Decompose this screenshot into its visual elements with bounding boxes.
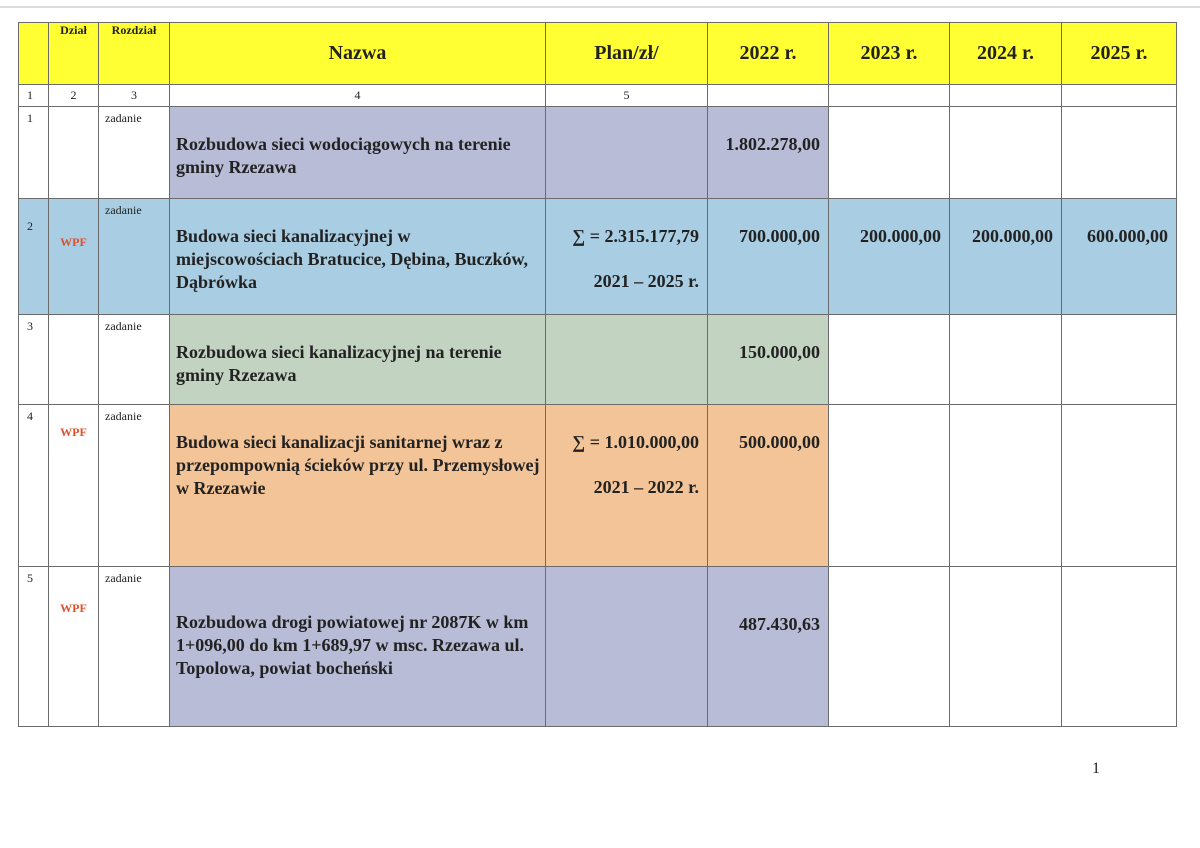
page-number: 1 (1092, 760, 1100, 777)
rozdzial-cell: zadanie (99, 107, 170, 199)
column-number: 5 (546, 85, 708, 107)
plan-cell (546, 315, 708, 405)
amount-2022: 1.802.278,00 (708, 107, 829, 199)
rozdzial-cell: zadanie (99, 567, 170, 727)
table-row (19, 405, 1177, 567)
amount-2023 (829, 405, 950, 567)
dzial-cell (49, 315, 99, 405)
task-name: Rozbudowa sieci kanalizacyjnej na terenie gminy Rzezawa (170, 315, 546, 405)
investment-plan-table (18, 22, 1177, 727)
plan-cell (546, 567, 708, 727)
dzial-cell (49, 567, 99, 727)
amount-2025 (1062, 567, 1177, 727)
amount-2022: 700.000,00 (708, 199, 829, 315)
amount-2024 (950, 567, 1062, 727)
plan-years: 2021 – 2025 r. (593, 271, 699, 291)
column-number: 2 (49, 85, 99, 107)
column-number-empty (950, 85, 1062, 107)
amount-2025: 600.000,00 (1062, 199, 1177, 315)
column-number: 3 (99, 85, 170, 107)
task-name: Rozbudowa sieci wodociągowych na terenie gminy Rzezawa (170, 107, 546, 199)
table-row (19, 315, 1177, 405)
amount-2024 (950, 315, 1062, 405)
column-number-empty (829, 85, 950, 107)
header-plan: Plan/zł/ (546, 23, 708, 85)
wpf-label: WPF (60, 425, 87, 439)
header-2023: 2023 r. (829, 23, 950, 85)
row-number: 3 (19, 315, 49, 405)
column-number-row (19, 85, 1177, 107)
plan-sum: ∑ = 2.315.177,79 (572, 226, 699, 246)
rozdzial-cell: zadanie (99, 405, 170, 567)
wpf-label: WPF (60, 601, 87, 615)
amount-2023 (829, 107, 950, 199)
header-dzial: Dział (49, 23, 99, 85)
amount-2025 (1062, 107, 1177, 199)
header-lp (19, 23, 49, 85)
row-number: 2 (19, 199, 49, 315)
task-name: Rozbudowa drogi powiatowej nr 2087K w km 1+096,00 do km 1+689,97 w msc. Rzezawa ul. Topolowa, powiat bocheński (170, 567, 546, 727)
amount-2024: 200.000,00 (950, 199, 1062, 315)
amount-2023: 200.000,00 (829, 199, 950, 315)
column-number-empty (708, 85, 829, 107)
row-number: 4 (19, 405, 49, 567)
table-row (19, 199, 1177, 315)
wpf-label: WPF (60, 235, 87, 249)
header-2022: 2022 r. (708, 23, 829, 85)
amount-2022: 500.000,00 (708, 405, 829, 567)
column-number: 1 (19, 85, 49, 107)
amount-2024 (950, 107, 1062, 199)
rozdzial-cell: zadanie (99, 199, 170, 315)
rozdzial-cell: zadanie (99, 315, 170, 405)
amount-2025 (1062, 405, 1177, 567)
header-rozdzial: Rozdział (99, 23, 170, 85)
column-number: 4 (170, 85, 546, 107)
amount-2022: 150.000,00 (708, 315, 829, 405)
column-number-empty (1062, 85, 1177, 107)
header-2024: 2024 r. (950, 23, 1062, 85)
plan-sum: ∑ = 1.010.000,00 (572, 432, 699, 452)
plan-cell (546, 199, 708, 315)
header-2025: 2025 r. (1062, 23, 1177, 85)
row-number: 5 (19, 567, 49, 727)
plan-years: 2021 – 2022 r. (593, 477, 699, 497)
dzial-cell (49, 107, 99, 199)
amount-2025 (1062, 315, 1177, 405)
amount-2023 (829, 567, 950, 727)
dzial-cell (49, 405, 99, 567)
plan-cell (546, 107, 708, 199)
header-nazwa: Nazwa (170, 23, 546, 85)
header-row (19, 23, 1177, 85)
table-row (19, 567, 1177, 727)
row-number: 1 (19, 107, 49, 199)
amount-2023 (829, 315, 950, 405)
scan-edge-line (0, 6, 1200, 8)
amount-2024 (950, 405, 1062, 567)
task-name: Budowa sieci kanalizacji sanitarnej wraz z przepompownią ścieków przy ul. Przemysłowej w Rzezawie (170, 405, 546, 567)
plan-cell (546, 405, 708, 567)
task-name: Budowa sieci kanalizacyjnej w miejscowościach Bratucice, Dębina, Buczków, Dąbrówka (170, 199, 546, 315)
dzial-cell (49, 199, 99, 315)
amount-2022: 487.430,63 (708, 567, 829, 727)
table-row (19, 107, 1177, 199)
